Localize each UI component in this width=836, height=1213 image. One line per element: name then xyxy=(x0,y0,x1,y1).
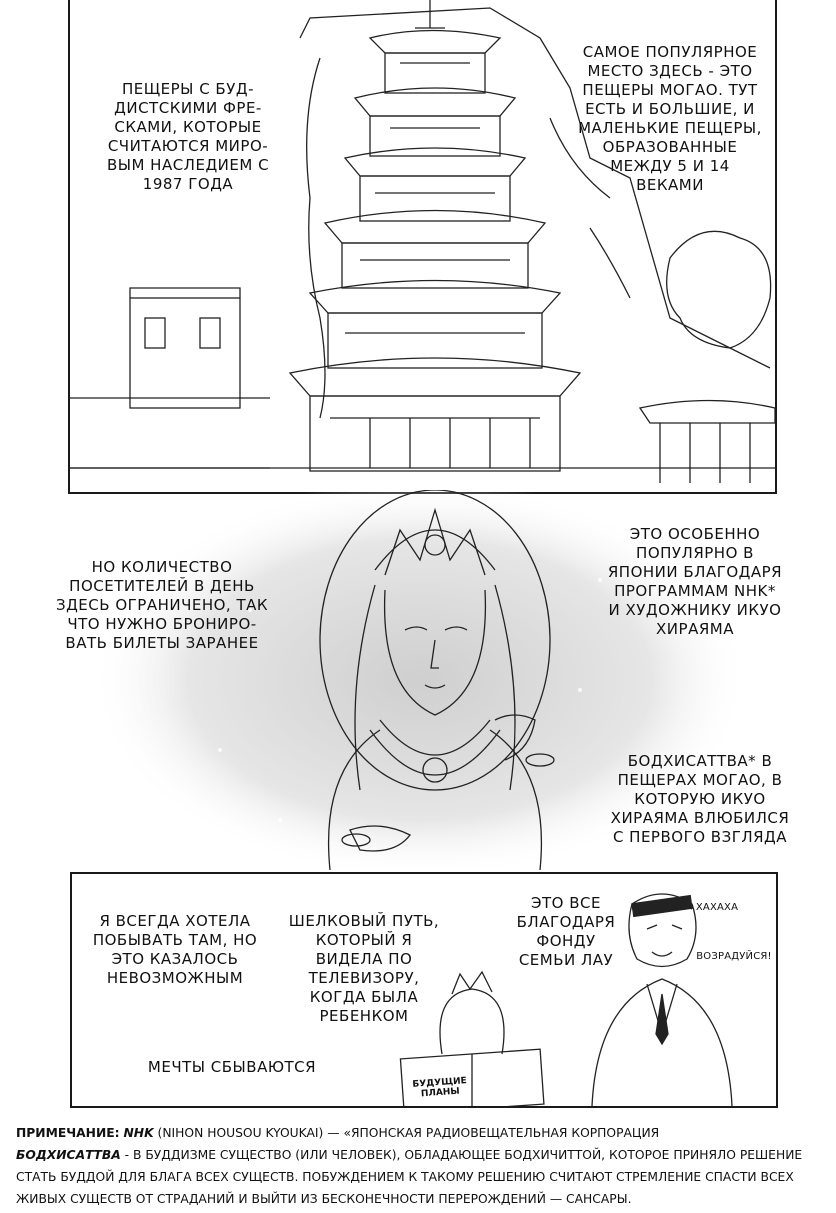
footnote-bodhi-term: БОДХИСАТТВА xyxy=(16,1148,121,1162)
footnote-label: ПРИМЕЧАНИЕ: xyxy=(16,1126,120,1140)
footnote-bodhisattva xyxy=(16,1144,822,1210)
sfx-rejoice: ВОЗРАДУЙСЯ! xyxy=(696,951,772,962)
caption-mogao-popular: САМОЕ ПОПУЛЯРНОЕ МЕСТО ЗДЕСЬ - ЭТО ПЕЩЕРЫ МОГАО. ТУТ ЕСТЬ И БОЛЬШИЕ, И МАЛЕНЬКИЕ ПЕЩЕРЫ, ОБРАЗОВАННЫЕ МЕЖДУ 5 И 14 ВЕКАМИ xyxy=(578,43,762,194)
caption-visitor-limit: НО КОЛИЧЕСТВО ПОСЕТИТЕЛЕЙ В ДЕНЬ ЗДЕСЬ ОГРАНИЧЕНО, ТАК ЧТО НУЖНО БРОНИРО- ВАТЬ БИЛЕТЫ ЗАРАНЕЕ xyxy=(55,558,269,652)
panel-pagoda xyxy=(68,0,777,494)
book-label: БУДУЩИЕ ПЛАНЫ xyxy=(412,1076,468,1100)
footnote-nhk xyxy=(16,1122,822,1144)
panel-dreams xyxy=(70,872,778,1108)
caption-always-wanted: Я ВСЕГДА ХОТЕЛА ПОБЫВАТЬ ТАМ, НО ЭТО КАЗАЛОСЬ НЕВОЗМОЖНЫМ xyxy=(92,912,258,987)
panel-bodhisattva xyxy=(0,490,836,870)
caption-lau-foundation: ЭТО ВСЕ БЛАГОДАРЯ ФОНДУ СЕМЬИ ЛАУ xyxy=(516,894,616,969)
caption-silk-road: ШЕЛКОВЫЙ ПУТЬ, КОТОРЫЙ Я ВИДЕЛА ПО ТЕЛЕВИЗОРУ, КОГДА БЫЛА РЕБЕНКОМ xyxy=(288,912,440,1025)
caption-bodhisattva-love: БОДХИСАТТВА* В ПЕЩЕРАХ МОГАО, В КОТОРУЮ ИКУО ХИРАЯМА ВЛЮБИЛСЯ С ПЕРВОГО ВЗГЛЯДА xyxy=(610,752,790,846)
sfx-hahaha: ХАХАХА xyxy=(695,902,739,913)
caption-dreams-come-true: МЕЧТЫ СБЫВАЮТСЯ xyxy=(147,1058,317,1076)
footnote xyxy=(16,1122,822,1210)
footnote-bodhi-text: - В БУДДИЗМЕ СУЩЕСТВО (ИЛИ ЧЕЛОВЕК), ОБЛАДАЮЩЕЕ БОДХИЧИТТОЙ, КОТОРОЕ ПРИНЯЛО РЕШЕНИЕ СТАТЬ БУДДОЙ ДЛЯ БЛАГА ВСЕХ СУЩЕСТВ. ПОБУЖДЕНИЕМ К ТАКОМУ РЕШЕНИЮ СЧИТАЮТ СТРЕМЛЕНИЕ СПАСТИ ВСЕХ ЖИВЫХ СУЩЕСТВ ОТ СТРАДАНИЙ И ВЫЙТИ ИЗ БЕСКОНЕЧНОСТИ ПЕРЕРОЖДЕНИЙ — САНСАРЫ. xyxy=(16,1148,803,1206)
footnote-nhk-text: (NIHON HOUSOU KYOUKAI) — «ЯПОНСКАЯ РАДИОВЕЩАТЕЛЬНАЯ КОРПОРАЦИЯ xyxy=(153,1126,660,1140)
caption-nhk-popularity: ЭТО ОСОБЕННО ПОПУЛЯРНО В ЯПОНИИ БЛАГОДАРЯ ПРОГРАММАМ NHK* И ХУДОЖНИКУ ИКУО ХИРАЯМА xyxy=(607,525,783,638)
footnote-nhk-term: NHK xyxy=(123,1126,154,1140)
caption-mogao-heritage: ПЕЩЕРЫ С БУД- ДИСТСКИМИ ФРЕ- СКАМИ, КОТОРЫЕ СЧИТАЮТСЯ МИРО- ВЫМ НАСЛЕДИЕМ С 1987 ГОДА xyxy=(106,80,270,193)
